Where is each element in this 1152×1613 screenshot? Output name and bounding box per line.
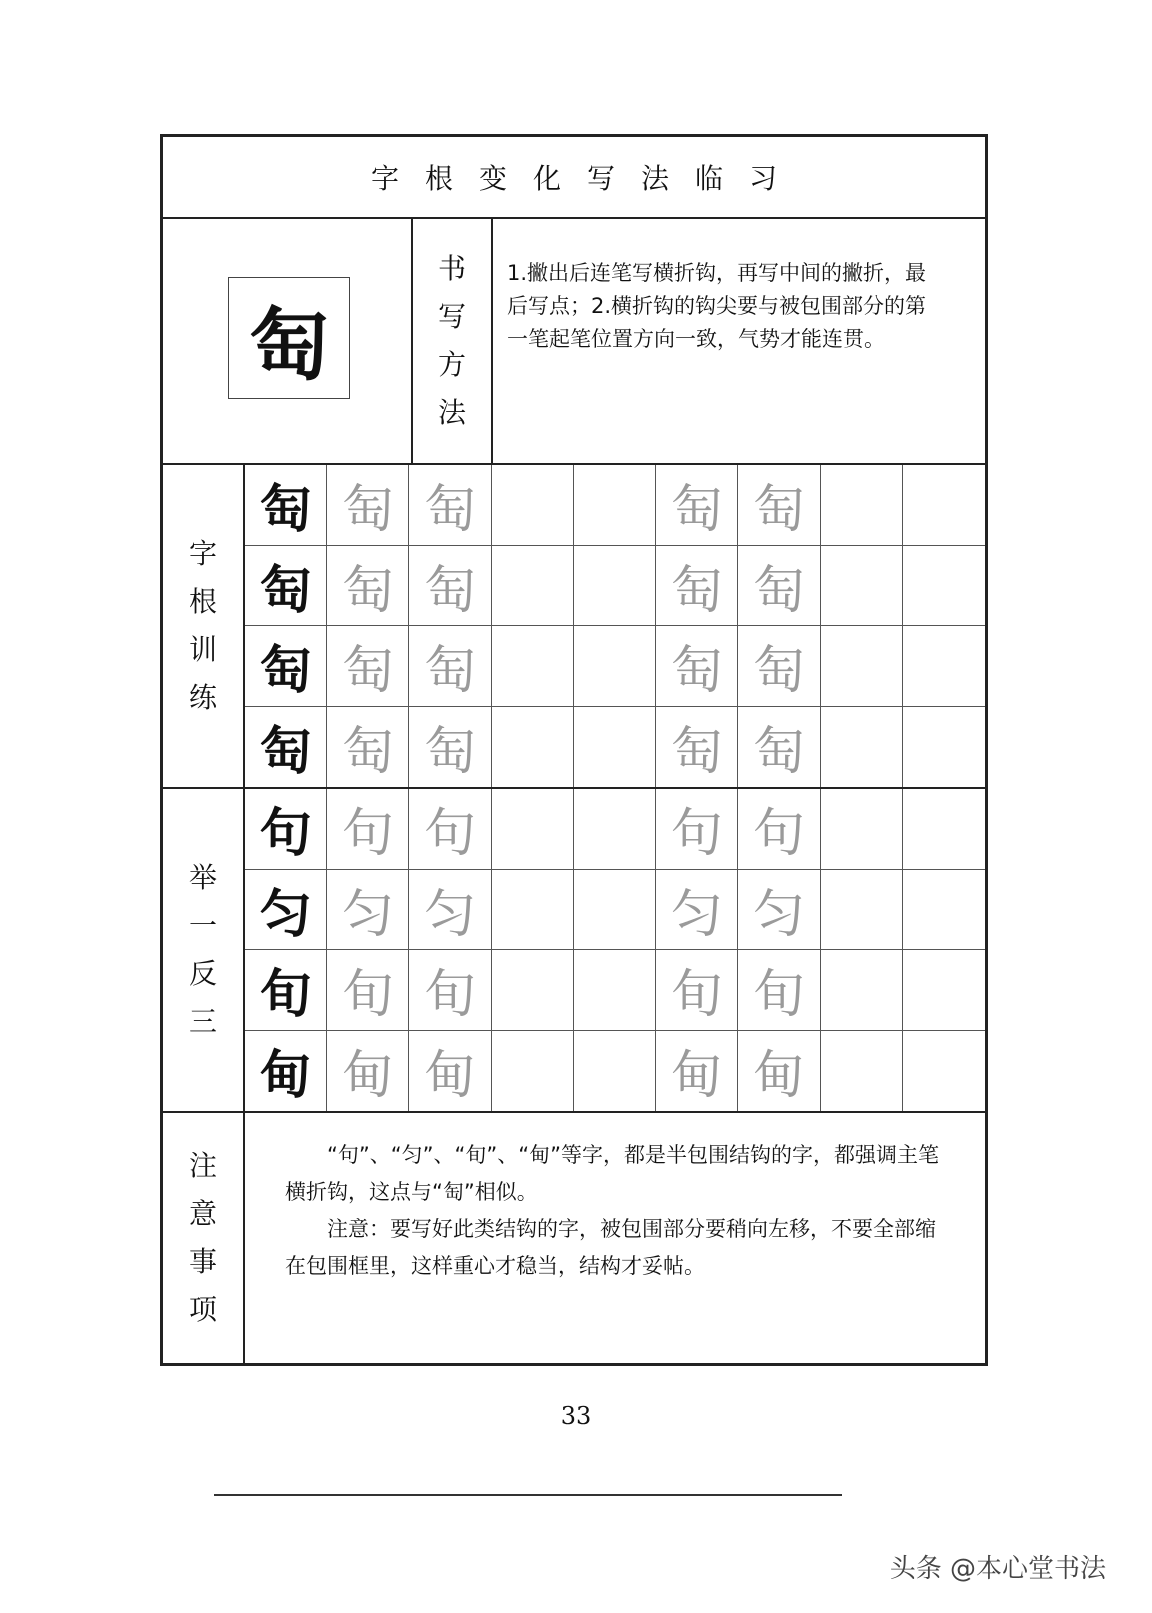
training-label [163, 465, 245, 787]
practice-cell: 句 [245, 789, 327, 870]
practice-cell [903, 626, 985, 707]
sample-character: 匋 [228, 277, 350, 399]
practice-cell [821, 465, 903, 546]
practice-cell [574, 707, 656, 788]
practice-cell: 匋 [738, 626, 820, 707]
notes-label [163, 1113, 245, 1363]
label-char: 意 [188, 1197, 217, 1230]
practice-cell: 匀 [245, 870, 327, 951]
practice-cell: 匋 [245, 546, 327, 627]
practice-cell [492, 789, 574, 870]
practice-cell: 匋 [245, 707, 327, 788]
sheet-title: 字根变化写法临习 [163, 137, 985, 219]
practice-cell [492, 950, 574, 1031]
practice-cell: 句 [409, 789, 491, 870]
label-char: 举 [188, 861, 217, 894]
label-char: 反 [188, 957, 217, 990]
practice-cell: 匋 [656, 626, 738, 707]
practice-cell: 匀 [738, 870, 820, 951]
sample-cell [163, 219, 413, 463]
practice-cell [821, 789, 903, 870]
practice-cell [821, 546, 903, 627]
footer-divider [214, 1494, 842, 1496]
practice-cell [903, 870, 985, 951]
notes-section [163, 1113, 985, 1363]
label-char: 注 [188, 1149, 217, 1182]
watermark: 头条 @本心堂书法 [889, 1554, 1106, 1584]
label-char: 写 [437, 300, 466, 333]
practice-cell: 匀 [327, 870, 409, 951]
writing-method-label [413, 219, 493, 463]
practice-cell: 甸 [738, 1031, 820, 1112]
label-char: 根 [188, 585, 217, 618]
practice-cell [903, 707, 985, 788]
label-char: 方 [437, 348, 466, 381]
examples-section [163, 789, 985, 1113]
practice-cell [903, 1031, 985, 1112]
practice-cell: 句 [738, 789, 820, 870]
practice-cell [821, 950, 903, 1031]
practice-cell: 甸 [245, 1031, 327, 1112]
practice-cell: 甸 [656, 1031, 738, 1112]
practice-cell: 旬 [245, 950, 327, 1031]
practice-cell: 匋 [738, 546, 820, 627]
practice-cell [492, 546, 574, 627]
practice-cell: 甸 [409, 1031, 491, 1112]
practice-cell: 匋 [409, 707, 491, 788]
label-char: 字 [188, 537, 217, 570]
practice-cell [574, 789, 656, 870]
practice-cell: 匋 [245, 465, 327, 546]
practice-cell: 匋 [245, 626, 327, 707]
practice-cell: 匋 [656, 707, 738, 788]
training-grid [245, 465, 985, 787]
label-char: 练 [188, 681, 217, 714]
examples-grid [245, 789, 985, 1111]
practice-cell [821, 870, 903, 951]
practice-cell: 旬 [656, 950, 738, 1031]
practice-cell [903, 546, 985, 627]
label-char: 事 [188, 1245, 217, 1278]
practice-sheet [160, 134, 988, 1366]
practice-cell: 旬 [738, 950, 820, 1031]
practice-cell [492, 626, 574, 707]
practice-cell [821, 707, 903, 788]
examples-label [163, 789, 245, 1111]
practice-cell [574, 546, 656, 627]
practice-cell: 匋 [656, 546, 738, 627]
practice-cell: 句 [656, 789, 738, 870]
practice-cell [903, 950, 985, 1031]
notes-text [285, 1137, 955, 1285]
practice-cell [821, 1031, 903, 1112]
practice-cell: 匋 [738, 707, 820, 788]
label-char: 书 [437, 252, 466, 285]
label-char: 三 [188, 1005, 217, 1038]
practice-cell [574, 465, 656, 546]
practice-cell: 匋 [409, 465, 491, 546]
label-char: 一 [188, 909, 217, 942]
practice-cell: 匋 [327, 465, 409, 546]
practice-cell: 匀 [656, 870, 738, 951]
practice-cell: 句 [327, 789, 409, 870]
practice-cell [903, 465, 985, 546]
practice-cell: 匋 [327, 546, 409, 627]
practice-cell: 匋 [327, 626, 409, 707]
label-char: 法 [437, 396, 466, 429]
practice-cell [574, 950, 656, 1031]
label-char: 项 [188, 1293, 217, 1326]
writing-method-row [163, 219, 985, 465]
practice-cell [903, 789, 985, 870]
practice-cell: 匀 [409, 870, 491, 951]
practice-cell: 甸 [327, 1031, 409, 1112]
practice-cell [492, 870, 574, 951]
practice-cell [574, 1031, 656, 1112]
practice-cell: 匋 [409, 546, 491, 627]
practice-cell: 匋 [327, 707, 409, 788]
practice-cell: 匋 [738, 465, 820, 546]
practice-cell: 旬 [409, 950, 491, 1031]
practice-cell [492, 1031, 574, 1112]
practice-cell [492, 707, 574, 788]
practice-cell [574, 870, 656, 951]
page-number: 33 [560, 1402, 592, 1430]
practice-cell [492, 465, 574, 546]
practice-cell: 匋 [409, 626, 491, 707]
practice-cell [821, 626, 903, 707]
notes-paragraph: 注意：要写好此类结钩的字，被包围部分要稍向左移，不要全部缩在包围框里，这样重心才稳当，结构才妥帖。 [285, 1217, 936, 1278]
notes-paragraph: “句”、“匀”、“旬”、“甸”等字，都是半包围结钩的字，都强调主笔横折钩，这点与“匋”相似。 [285, 1143, 940, 1204]
practice-cell: 匋 [656, 465, 738, 546]
label-char: 训 [188, 633, 217, 666]
writing-method-text: 1.撇出后连笔写横折钩，再写中间的撇折，最后写点；2.横折钩的钩尖要与被包围部分的第一笔起笔位置方向一致，气势才能连贯。 [507, 261, 927, 351]
practice-cell [574, 626, 656, 707]
training-section [163, 465, 985, 789]
practice-cell: 旬 [327, 950, 409, 1031]
